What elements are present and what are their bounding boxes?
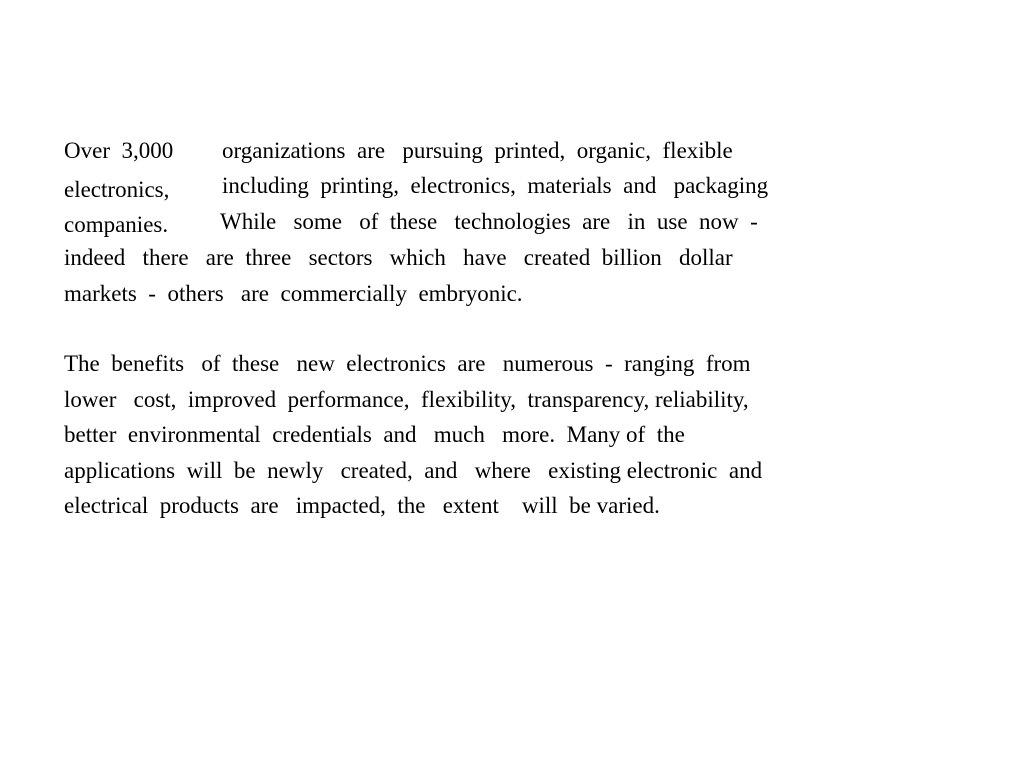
text-line: including printing, electronics, materials and packaging [222, 173, 769, 198]
text-line: markets - others are commercially embryonic. [64, 281, 523, 306]
text-line: While some of these technologies are in use now - [220, 209, 758, 234]
text-line: Over 3,000 [64, 138, 174, 163]
text-line: The benefits of these new electronics are numerous - ranging from [64, 351, 751, 376]
text-line: electrical products are impacted, the extent will be varied. [64, 493, 660, 518]
text-line: lower cost, improved performance, flexibility, transparency, reliability, [64, 387, 749, 412]
text-line: companies. [64, 212, 169, 237]
text-line: organizations are pursuing printed, organic, flexible [222, 138, 733, 163]
text-line: electronics, [64, 177, 170, 202]
text-line: applications will be newly created, and where existing electronic and [64, 458, 763, 483]
text-line: better environmental credentials and much more. Many of the [64, 422, 685, 447]
text-line: indeed there are three sectors which have created billion dollar [64, 245, 733, 270]
